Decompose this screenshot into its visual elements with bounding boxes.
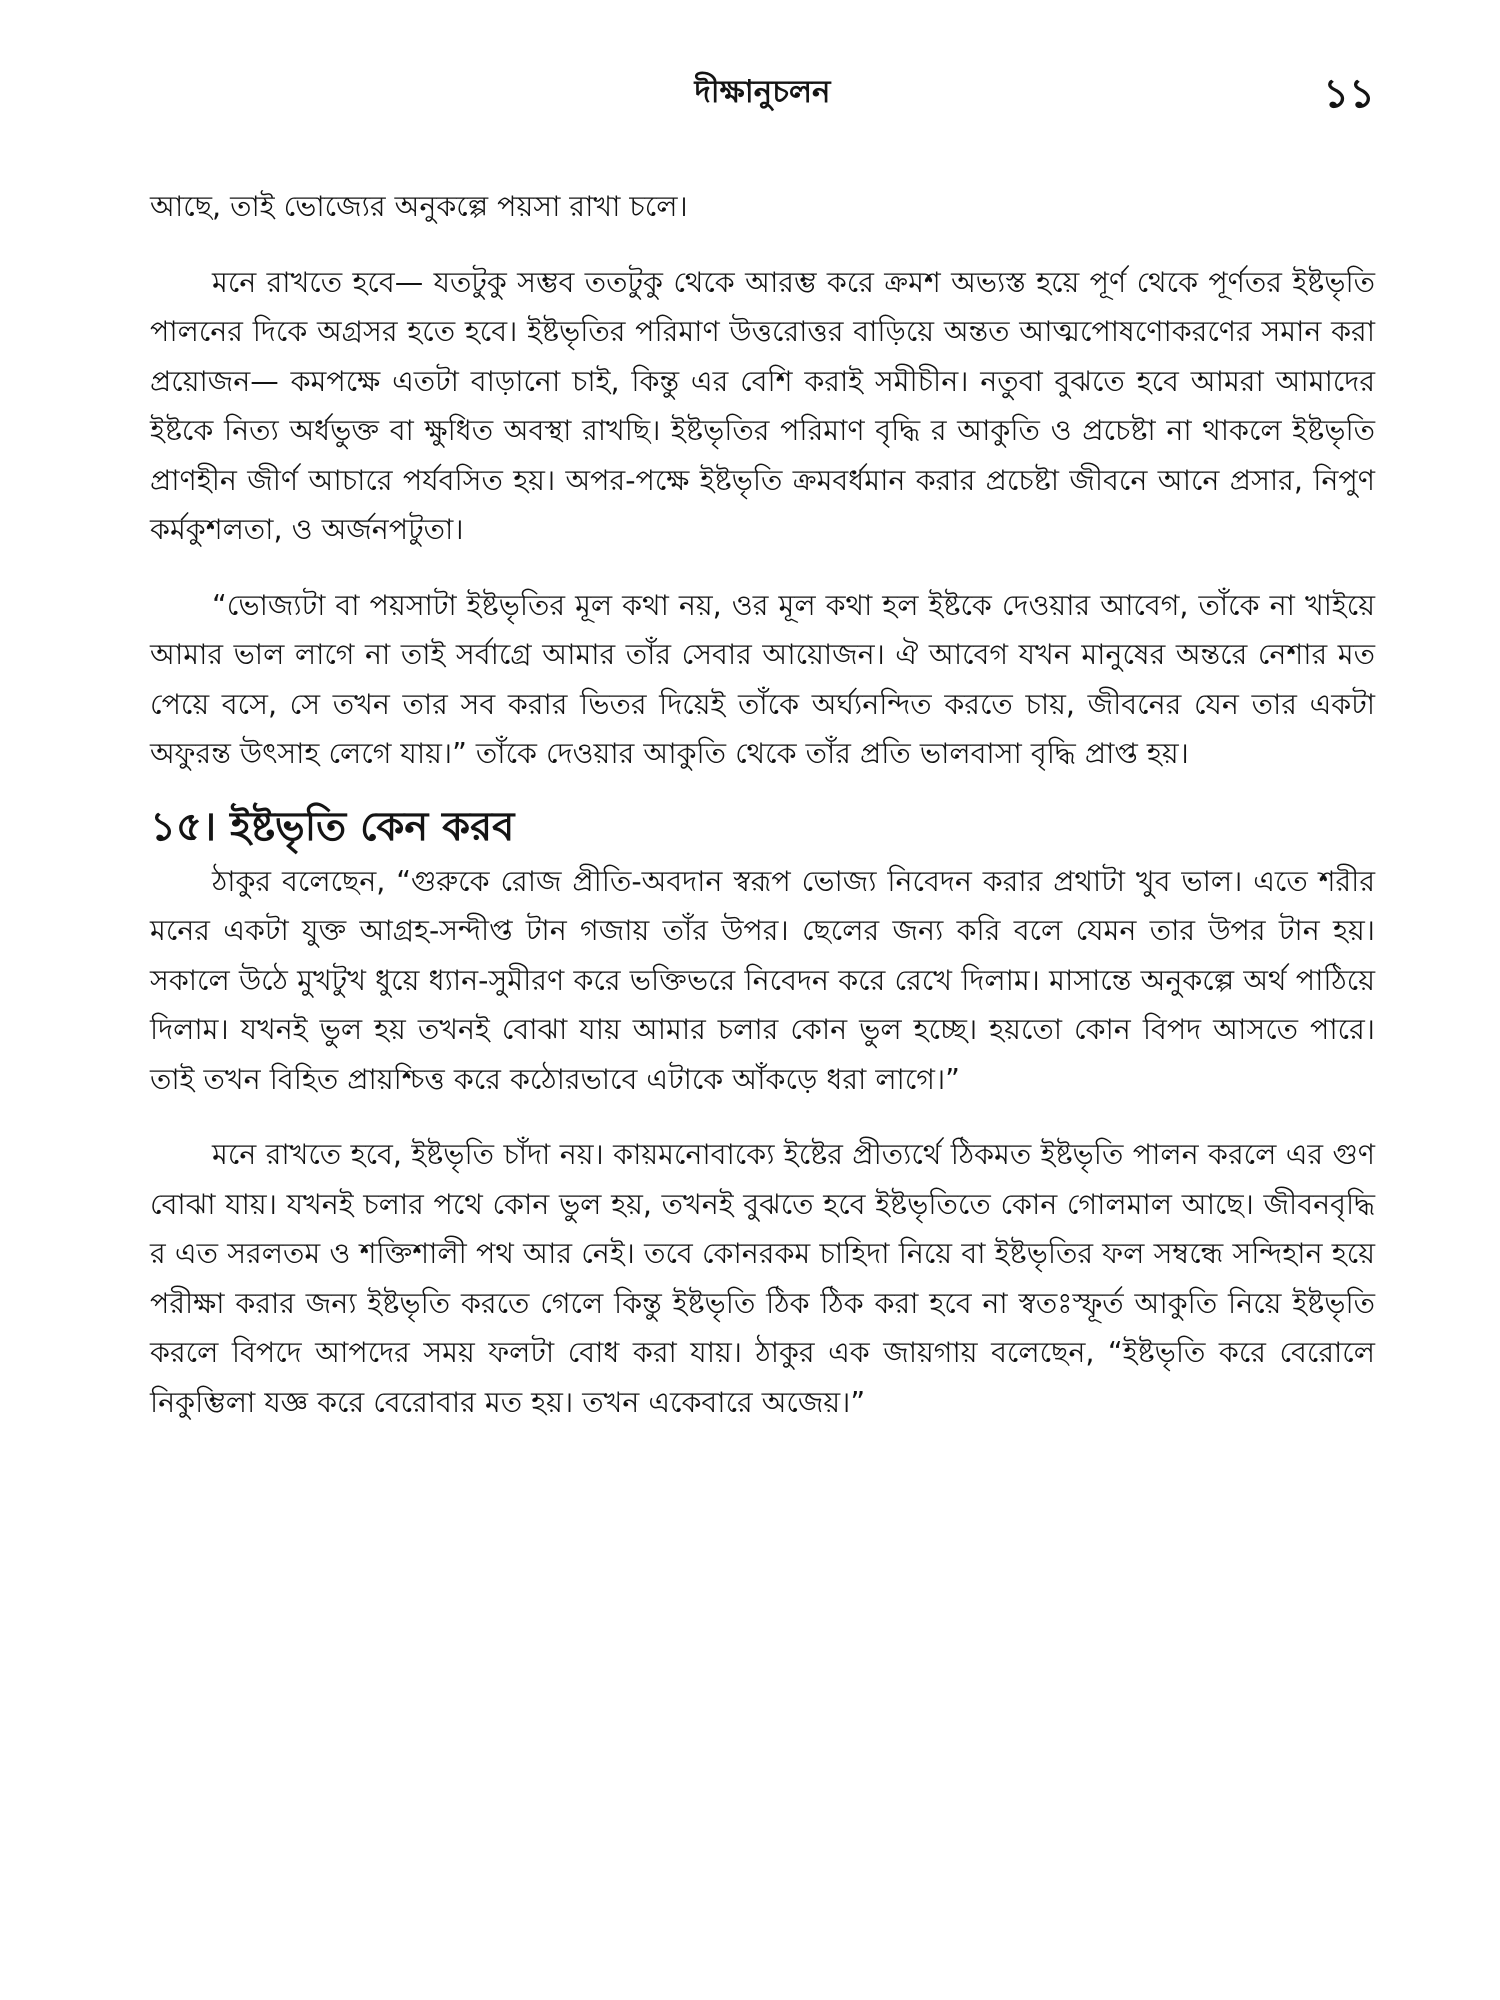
paragraph-continuation: আছে, তাই ভোজ্যের অনুকল্পে পয়সা রাখা চলে। [150,190,688,223]
paragraph-not-donation: মনে রাখতে হবে, ইষ্টভৃতি চাঁদা নয়। কায়মনোবাক্যে ইষ্টের প্রীত্যর্থে ঠিকমত ইষ্টভৃতি পালন করলে এর গুণ বোঝা যায়। যখনই চলার পথে কোন ভুল হয়, তখনই বুঝতে হবে ইষ্টভৃতিতে কোন গোলমাল আছে। জীবনবৃদ্ধি র এত সরলতম ও শক্তিশালী পথ আর নেই। তবে কোনরকম চাহিদা নিয়ে বা ইষ্টভৃতির ফল সম্বন্ধে সন্দিহান হয়ে পরীক্ষা করার জন্য ইষ্টভৃতি করতে গেলে কিন্তু ইষ্টভৃতি ঠিক ঠিক করা হবে না স্বতঃস্ফূর্ত আকুতি নিয়ে ইষ্টভৃতি করলে বিপদে আপদের সময় ফলটা বোধ করা যায়। ঠাকুর এক জায়গায় বলেছেন, “ইষ্টভৃতি করে বেরোলে নিকুম্ভিলা যজ্ঞ করে বেরোবার মত হয়। তখন একেবারে অজেয়।” [150,1138,1376,1419]
section-heading: ১৫। ইষ্টভৃতি কেন করব [150,803,515,850]
running-header [150,62,1375,122]
paragraph-quote-bhojya: “ভোজ্যটা বা পয়সাটা ইষ্টভৃতির মূল কথা নয়, ওর মূল কথা হল ইষ্টকে দেওয়ার আবেগ, তাঁকে না খাইয়ে আমার ভাল লাগে না তাই সর্বাগ্রে আমার তাঁর সেবার আয়োজন। ঐ আবেগ যখন মানুষের অন্তরে নেশার মত পেয়ে বসে, সে তখন তার সব করার ভিতর দিয়েই তাঁকে অর্ঘ্যনন্দিত করতে চায়, জীবনের যেন তার একটা অফুরন্ত উৎসাহ লেগে যায়।” তাঁকে দেওয়ার আকুতি থেকে তাঁর প্রতি ভালবাসা বৃদ্ধি প্রাপ্ত হয়। [150,588,1375,770]
paragraph-istabhriti-increase: মনে রাখতে হবে— যতটুকু সম্ভব ততটুকু থেকে আরম্ভ করে ক্রমশ অভ্যস্ত হয়ে পূর্ণ থেকে পূর্ণতর ইষ্টভৃতি পালনের দিকে অগ্রসর হতে হবে। ইষ্টভৃতির পরিমাণ উত্তরোত্তর বাড়িয়ে অন্তত আত্মপোষণোকরণের সমান করা প্রয়োজন— কমপক্ষে এতটা বাড়ানো চাই, কিন্তু এর বেশি করাই সমীচীন। নতুবা বুঝতে হবে আমরা আমাদের ইষ্টকে নিত্য অর্ধভুক্ত বা ক্ষুধিত অবস্থা রাখছি। ইষ্টভৃতির পরিমাণ বৃদ্ধি র আকুতি ও প্রচেষ্টা না থাকলে ইষ্টভৃতি প্রাণহীন জীর্ণ আচারে পর্যবসিত হয়। অপর-পক্ষে ইষ্টভৃতি ক্রমবর্ধমান করার প্রচেষ্টা জীবনে আনে প্রসার, নিপুণ কর্মকুশলতা, ও অর্জনপটুতা। [150,265,1375,546]
paragraph-thakur-quote: ঠাকুর বলেছেন, “গুরুকে রোজ প্রীতি-অবদান স্বরূপ ভোজ্য নিবেদন করার প্রথাটা খুব ভাল। এতে শরীর মনের একটা যুক্ত আগ্রহ-সন্দীপ্ত টান গজায় তাঁর উপর। ছেলের জন্য করি বলে যেমন তার উপর টান হয়। সকালে উঠে মুখটুখ ধুয়ে ধ্যান-সুমীরণ করে ভক্তিভরে নিবেদন করে রেখে দিলাম। মাসান্তে অনুকল্পে অর্থ পাঠিয়ে দিলাম। যখনই ভুল হয় তখনই বোঝা যায় আমার চলার কোন ভুল হচ্ছে। হয়তো কোন বিপদ আসতে পারে। তাই তখন বিহিত প্রায়শ্চিত্ত করে কঠোরভাবে এটাকে আঁকড়ে ধরা লাগে।” [150,864,1375,1096]
running-title: দীক্ষানুচলন [694,74,831,110]
body-text [150,182,1375,1427]
page-number: ১১ [1323,71,1375,117]
